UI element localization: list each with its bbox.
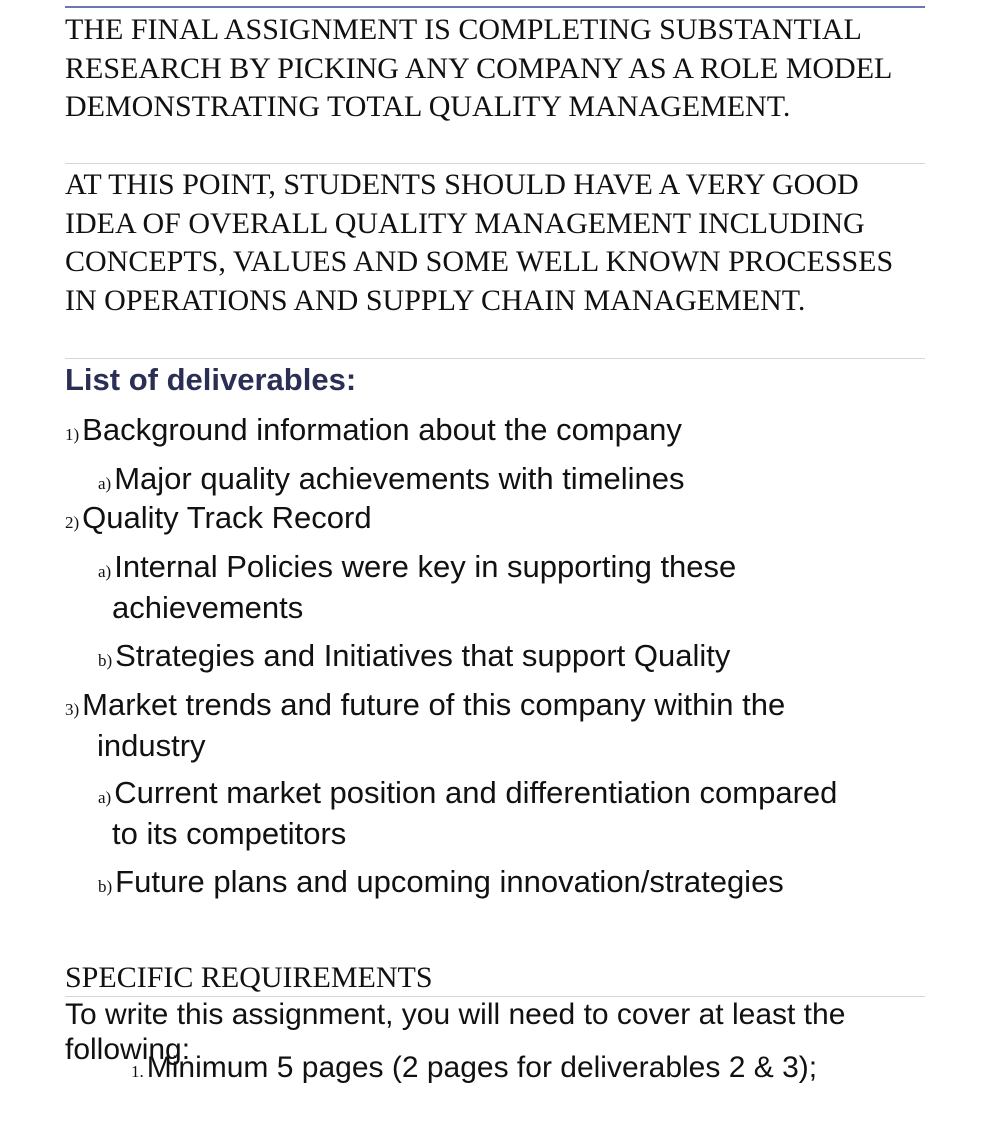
list-number: 2) <box>65 513 80 532</box>
deliverable-subtext: Strategies and Initiatives that support Quality <box>115 638 731 673</box>
deliverable-item-3 <box>65 687 925 764</box>
divider <box>65 358 925 359</box>
deliverable-subitem-1a <box>98 461 958 502</box>
deliverable-subtext: Internal Policies were key in supporting these <box>114 549 737 584</box>
list-letter: a) <box>98 562 112 581</box>
requirements-heading: SPECIFIC REQUIREMENTS <box>65 961 433 994</box>
deliverable-text: Market trends and future of this company within the <box>82 687 786 722</box>
top-rule <box>65 6 925 8</box>
deliverable-subitem-3b <box>98 864 958 905</box>
list-letter: a) <box>98 788 112 807</box>
list-letter: a) <box>98 474 112 493</box>
deliverable-subitem-2b <box>98 638 958 679</box>
list-number: 1) <box>65 425 80 444</box>
deliverable-subtext: Current market position and differentiation compared <box>114 775 838 810</box>
intro-paragraph-1: THE FINAL ASSIGNMENT IS COMPLETING SUBSTANTIAL RESEARCH BY PICKING ANY COMPANY AS A ROLE MODEL DEMONSTRATING TOTAL QUALITY MANAGEMENT. <box>65 13 892 123</box>
list-letter: b) <box>98 877 113 896</box>
deliverable-text: Quality Track Record <box>82 500 372 535</box>
list-letter: b) <box>98 651 113 670</box>
list-number: 1. <box>131 1062 144 1081</box>
requirements-intro: To write this assignment, you will need to cover at least the following: <box>65 998 846 1066</box>
deliverable-subitem-3a <box>98 775 958 852</box>
deliverable-text: Background information about the company <box>82 412 682 447</box>
deliverable-subitem-2a <box>98 549 958 626</box>
requirement-text: Minimum 5 pages (2 pages for deliverables 2 & 3); <box>146 1051 818 1084</box>
deliverable-item-1 <box>65 412 925 453</box>
deliverable-text-continued: industry <box>97 728 206 763</box>
divider <box>65 163 925 164</box>
deliverable-subtext: Major quality achievements with timelines <box>114 461 685 496</box>
list-number: 3) <box>65 700 80 719</box>
deliverable-subtext-continued: to its competitors <box>112 816 347 851</box>
requirement-item-1 <box>131 1050 817 1090</box>
intro-paragraph-2: AT THIS POINT, STUDENTS SHOULD HAVE A VERY GOOD IDEA OF OVERALL QUALITY MANAGEMENT INCLUDING CONCEPTS, VALUES AND SOME WELL KNOWN PROCESSES IN OPERATIONS AND SUPPLY CHAIN MANAGEMENT. <box>65 168 894 317</box>
deliverable-subtext: Future plans and upcoming innovation/strategies <box>115 864 784 899</box>
deliverable-item-2 <box>65 500 925 541</box>
deliverable-subtext-continued: achievements <box>112 590 304 625</box>
deliverables-heading: List of deliverables: <box>65 362 357 397</box>
